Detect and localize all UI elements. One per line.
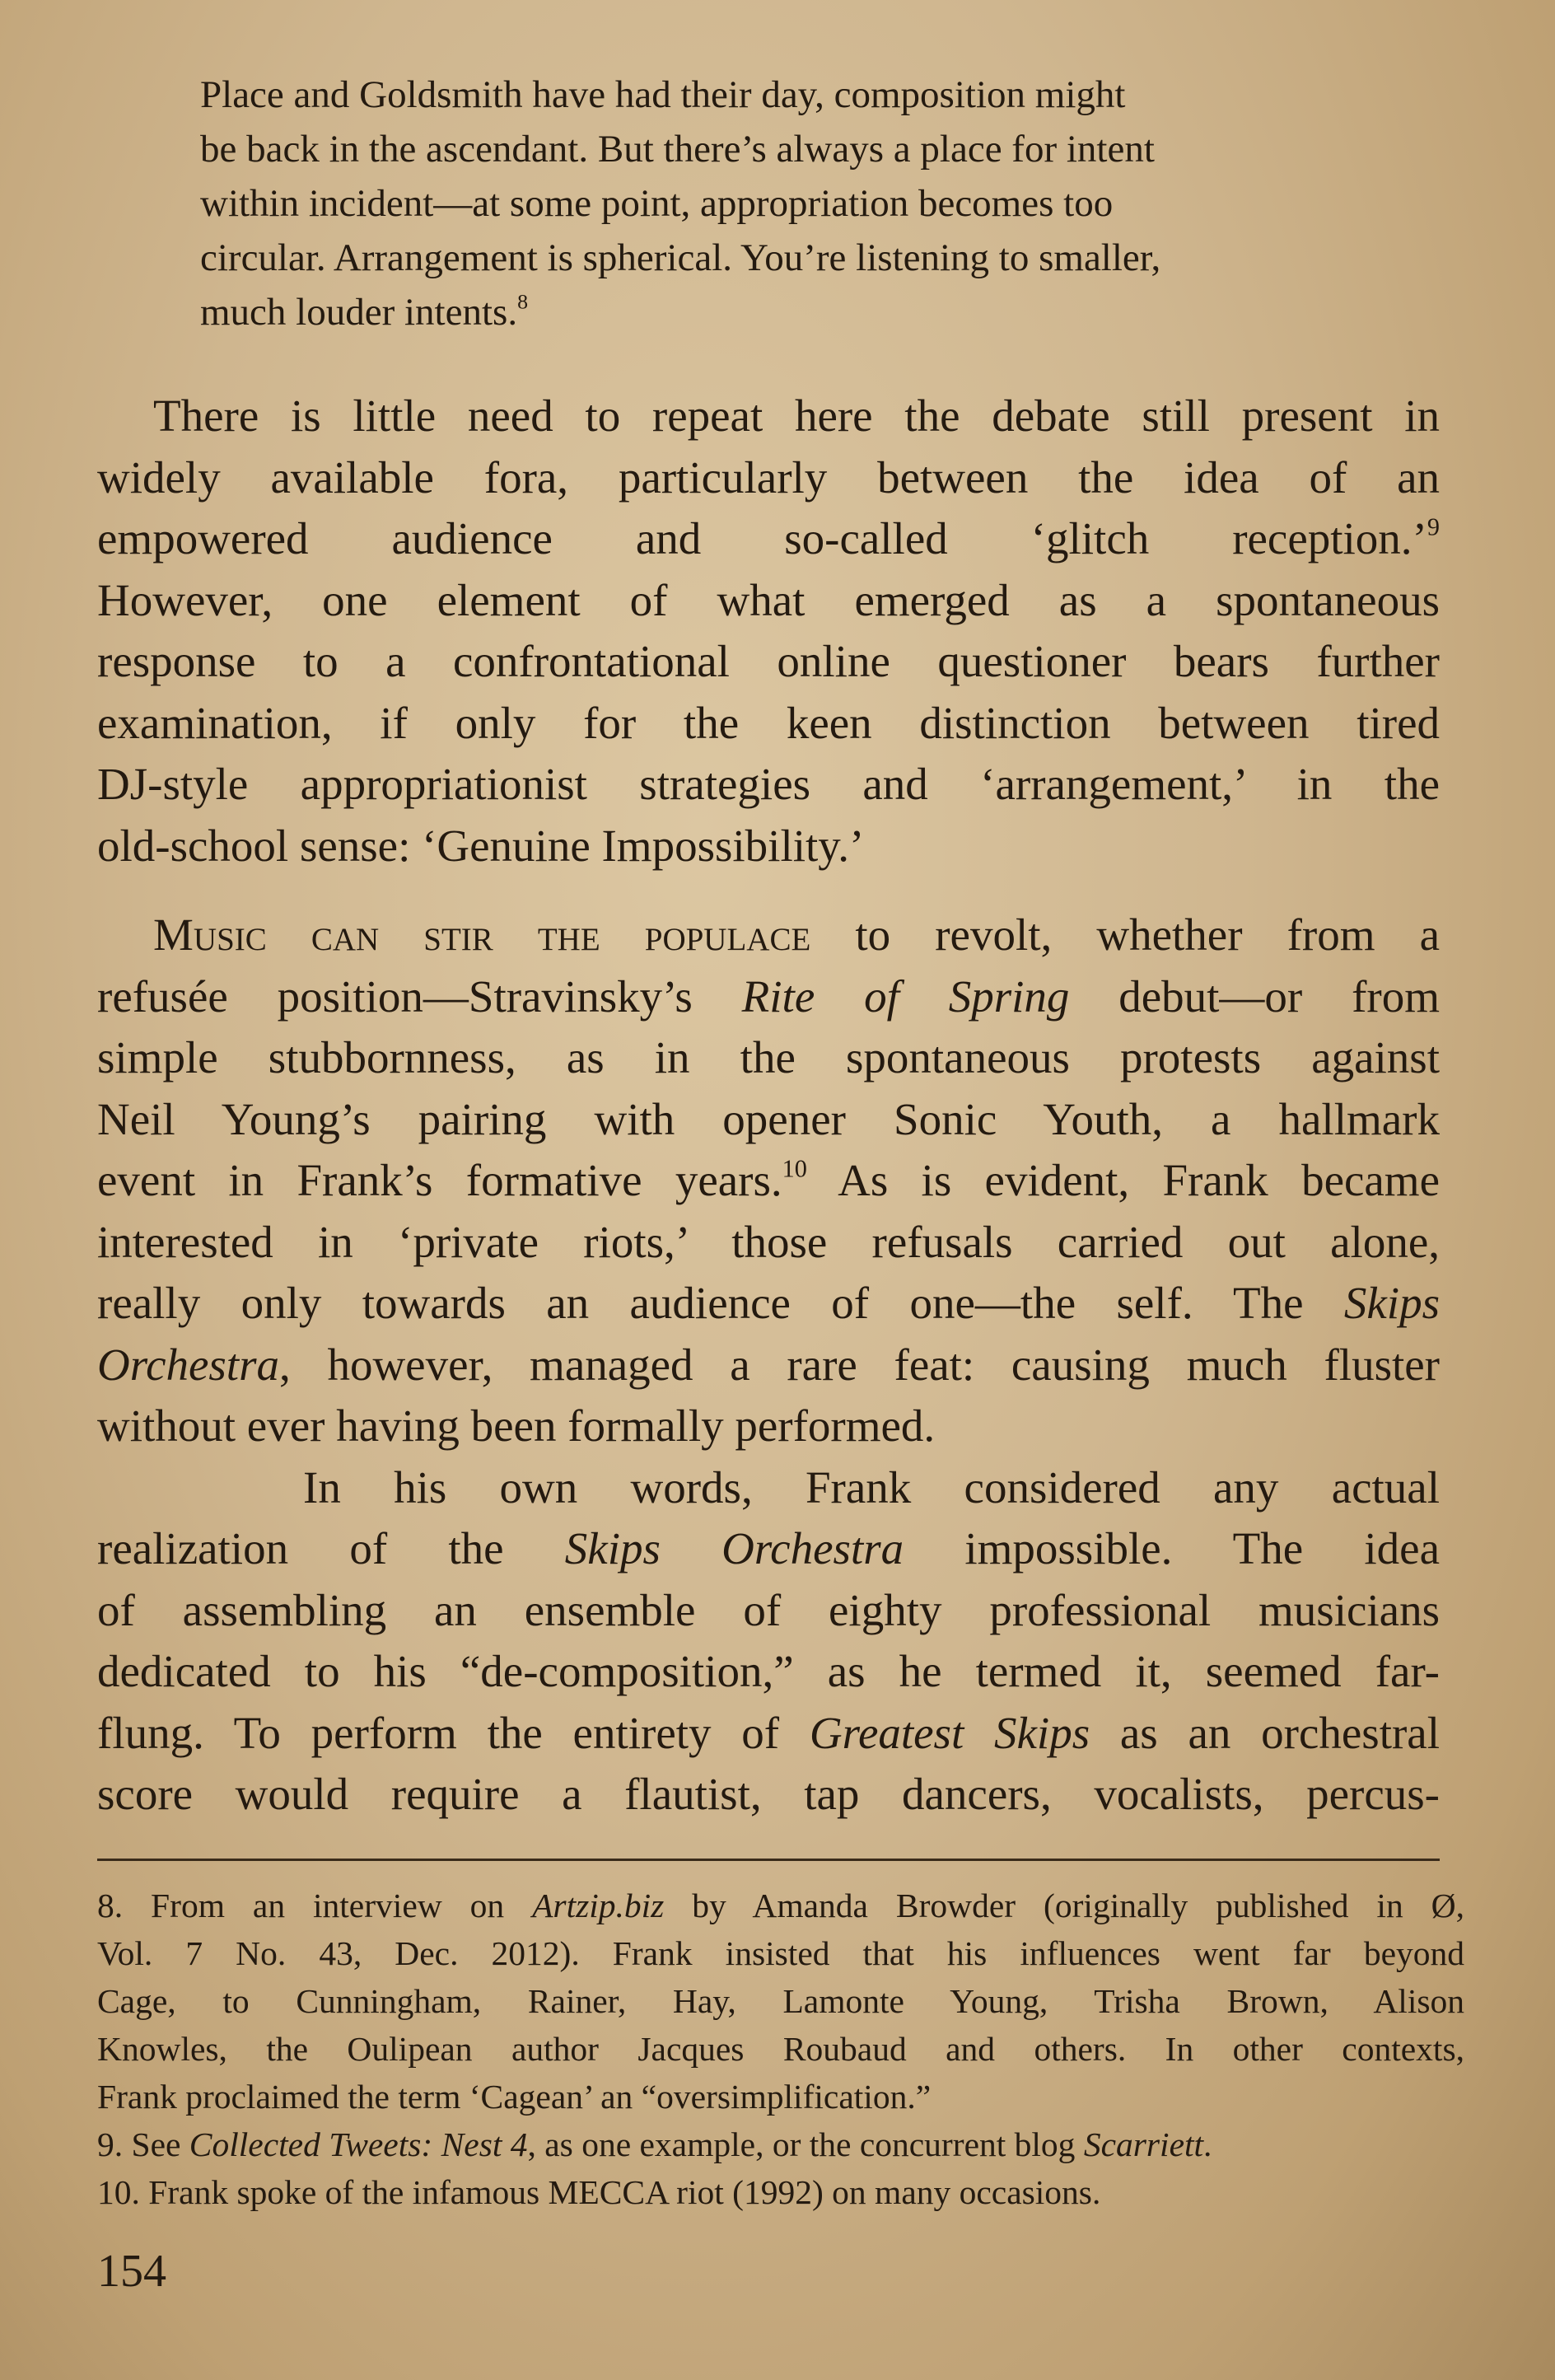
footnote-divider bbox=[97, 1859, 1440, 1861]
footnote-8-line: Vol. 7 No. 43, Dec. 2012). Frank insisted that his influences went far beyond bbox=[97, 1934, 1464, 1972]
body-line: However, one element of what emerged as a spontaneous bbox=[97, 574, 1440, 625]
body-line: of assembling an ensemble of eighty professional musicians bbox=[97, 1584, 1440, 1635]
block-quote-line: circular. Arrangement is spherical. You’re listening to smaller, bbox=[200, 236, 1161, 279]
blog-name: Scarriett bbox=[1083, 2125, 1204, 2163]
footnote-8-line: Frank proclaimed the term ‘Cagean’ an “oversimplification.” bbox=[97, 2078, 932, 2116]
footnotes bbox=[97, 1882, 1464, 2216]
body-line: interested in ‘private riots,’ those refusals carried out alone, bbox=[97, 1216, 1440, 1267]
body-line: In his own words, Frank considered any actual bbox=[303, 1461, 1440, 1513]
footnote-ref-10: 10 bbox=[782, 1154, 807, 1183]
body-line: event in Frank’s formative years.$^{10}$ As is evident, Frank became bbox=[97, 1154, 1440, 1205]
body-line: Neil Young’s pairing with opener Sonic Youth, a hallmark bbox=[97, 1093, 1440, 1144]
body-line: score would require a flautist, tap dancers, vocalists, percus- bbox=[97, 1769, 1440, 1819]
body-line: really only towards an audience of one—the self. The Skips bbox=[97, 1278, 1440, 1328]
paragraph-2 bbox=[97, 905, 1440, 1457]
body-text bbox=[97, 386, 1440, 1826]
body-line: simple stubbornness, as in the spontaneous protests against bbox=[97, 1032, 1440, 1082]
body-line: realization of the Skips Orchestra impossible. The idea bbox=[97, 1523, 1441, 1573]
body-line: response to a confrontational online questioner bears further bbox=[97, 636, 1440, 686]
body-line: widely available fora, particularly between the idea of an bbox=[97, 451, 1440, 503]
work-title: Collected Tweets: Nest 4 bbox=[189, 2125, 528, 2163]
page-number: 154 bbox=[97, 2246, 166, 2297]
body-line: flung. To perform the entirety of Greatest Skips as an orchestral bbox=[97, 1707, 1440, 1758]
body-line: examination, if only for the keen distinction between tired bbox=[97, 697, 1440, 748]
body-line: Music can stir the populace to revolt, whether from a bbox=[153, 909, 1440, 960]
body-line: empowered audience and so-called ‘glitch reception.’$^9$ bbox=[97, 512, 1440, 563]
body-line: Orchestra, however, managed a rare feat: causing much fluster bbox=[97, 1339, 1440, 1390]
footnote-ref-9: 9 bbox=[1427, 512, 1440, 541]
work-title: Rite of Spring bbox=[741, 970, 1070, 1022]
work-title: Orchestra bbox=[97, 1339, 279, 1390]
body-line: old-school sense: ‘Genuine Impossibility.’ bbox=[97, 820, 865, 871]
block-quote-line: much louder intents.$^8$ bbox=[200, 289, 528, 334]
paragraph-1 bbox=[97, 386, 1440, 877]
work-title: Skips Orchestra bbox=[564, 1523, 904, 1573]
block-quote-line: Place and Goldsmith have had their day, composition might bbox=[200, 73, 1126, 116]
block-quote-line: be back in the ascendant. But there’s always a place for intent bbox=[200, 128, 1155, 171]
block-quote bbox=[200, 68, 1378, 339]
site-name: Artzip.biz bbox=[532, 1887, 665, 1924]
footnote-10: 10. Frank spoke of the infamous MECCA riot (1992) on many occasions. bbox=[97, 2173, 1101, 2211]
footnote-8-line: Knowles, the Oulipean author Jacques Roubaud and others. In other contexts, bbox=[97, 2030, 1464, 2068]
footnote-8-line: Cage, to Cunningham, Rainer, Hay, Lamonte Young, Trisha Brown, Alison bbox=[97, 1982, 1464, 2020]
body-line: dedicated to his “de-composition,” as he termed it, seemed far- bbox=[97, 1646, 1440, 1696]
small-caps-lead-in: Music can stir the populace bbox=[153, 909, 811, 960]
block-quote-line: within incident—at some point, appropriation becomes too bbox=[200, 182, 1114, 225]
body-line: refusée position—Stravinsky’s Rite of Spring debut—or from bbox=[97, 970, 1440, 1022]
body-line: DJ-style appropriationist strategies and ‘arrangement,’ in the bbox=[97, 759, 1440, 809]
body-line: without ever having been formally performed. bbox=[97, 1400, 936, 1451]
work-title: Greatest Skips bbox=[809, 1707, 1090, 1758]
footnote-9: 9. See Collected Tweets: Nest 4, as one example, or the concurrent blog Scarriett. bbox=[97, 2125, 1212, 2163]
paragraph-3 bbox=[97, 1457, 1440, 1826]
body-line: There is little need to repeat here the debate still present in bbox=[153, 390, 1440, 441]
work-title: Skips bbox=[1343, 1278, 1440, 1328]
footnote-8-line: 8. From an interview on Artzip.biz by Amanda Browder (originally published in Ø, bbox=[97, 1887, 1464, 1924]
footnote-ref-8: 8 bbox=[517, 289, 528, 314]
